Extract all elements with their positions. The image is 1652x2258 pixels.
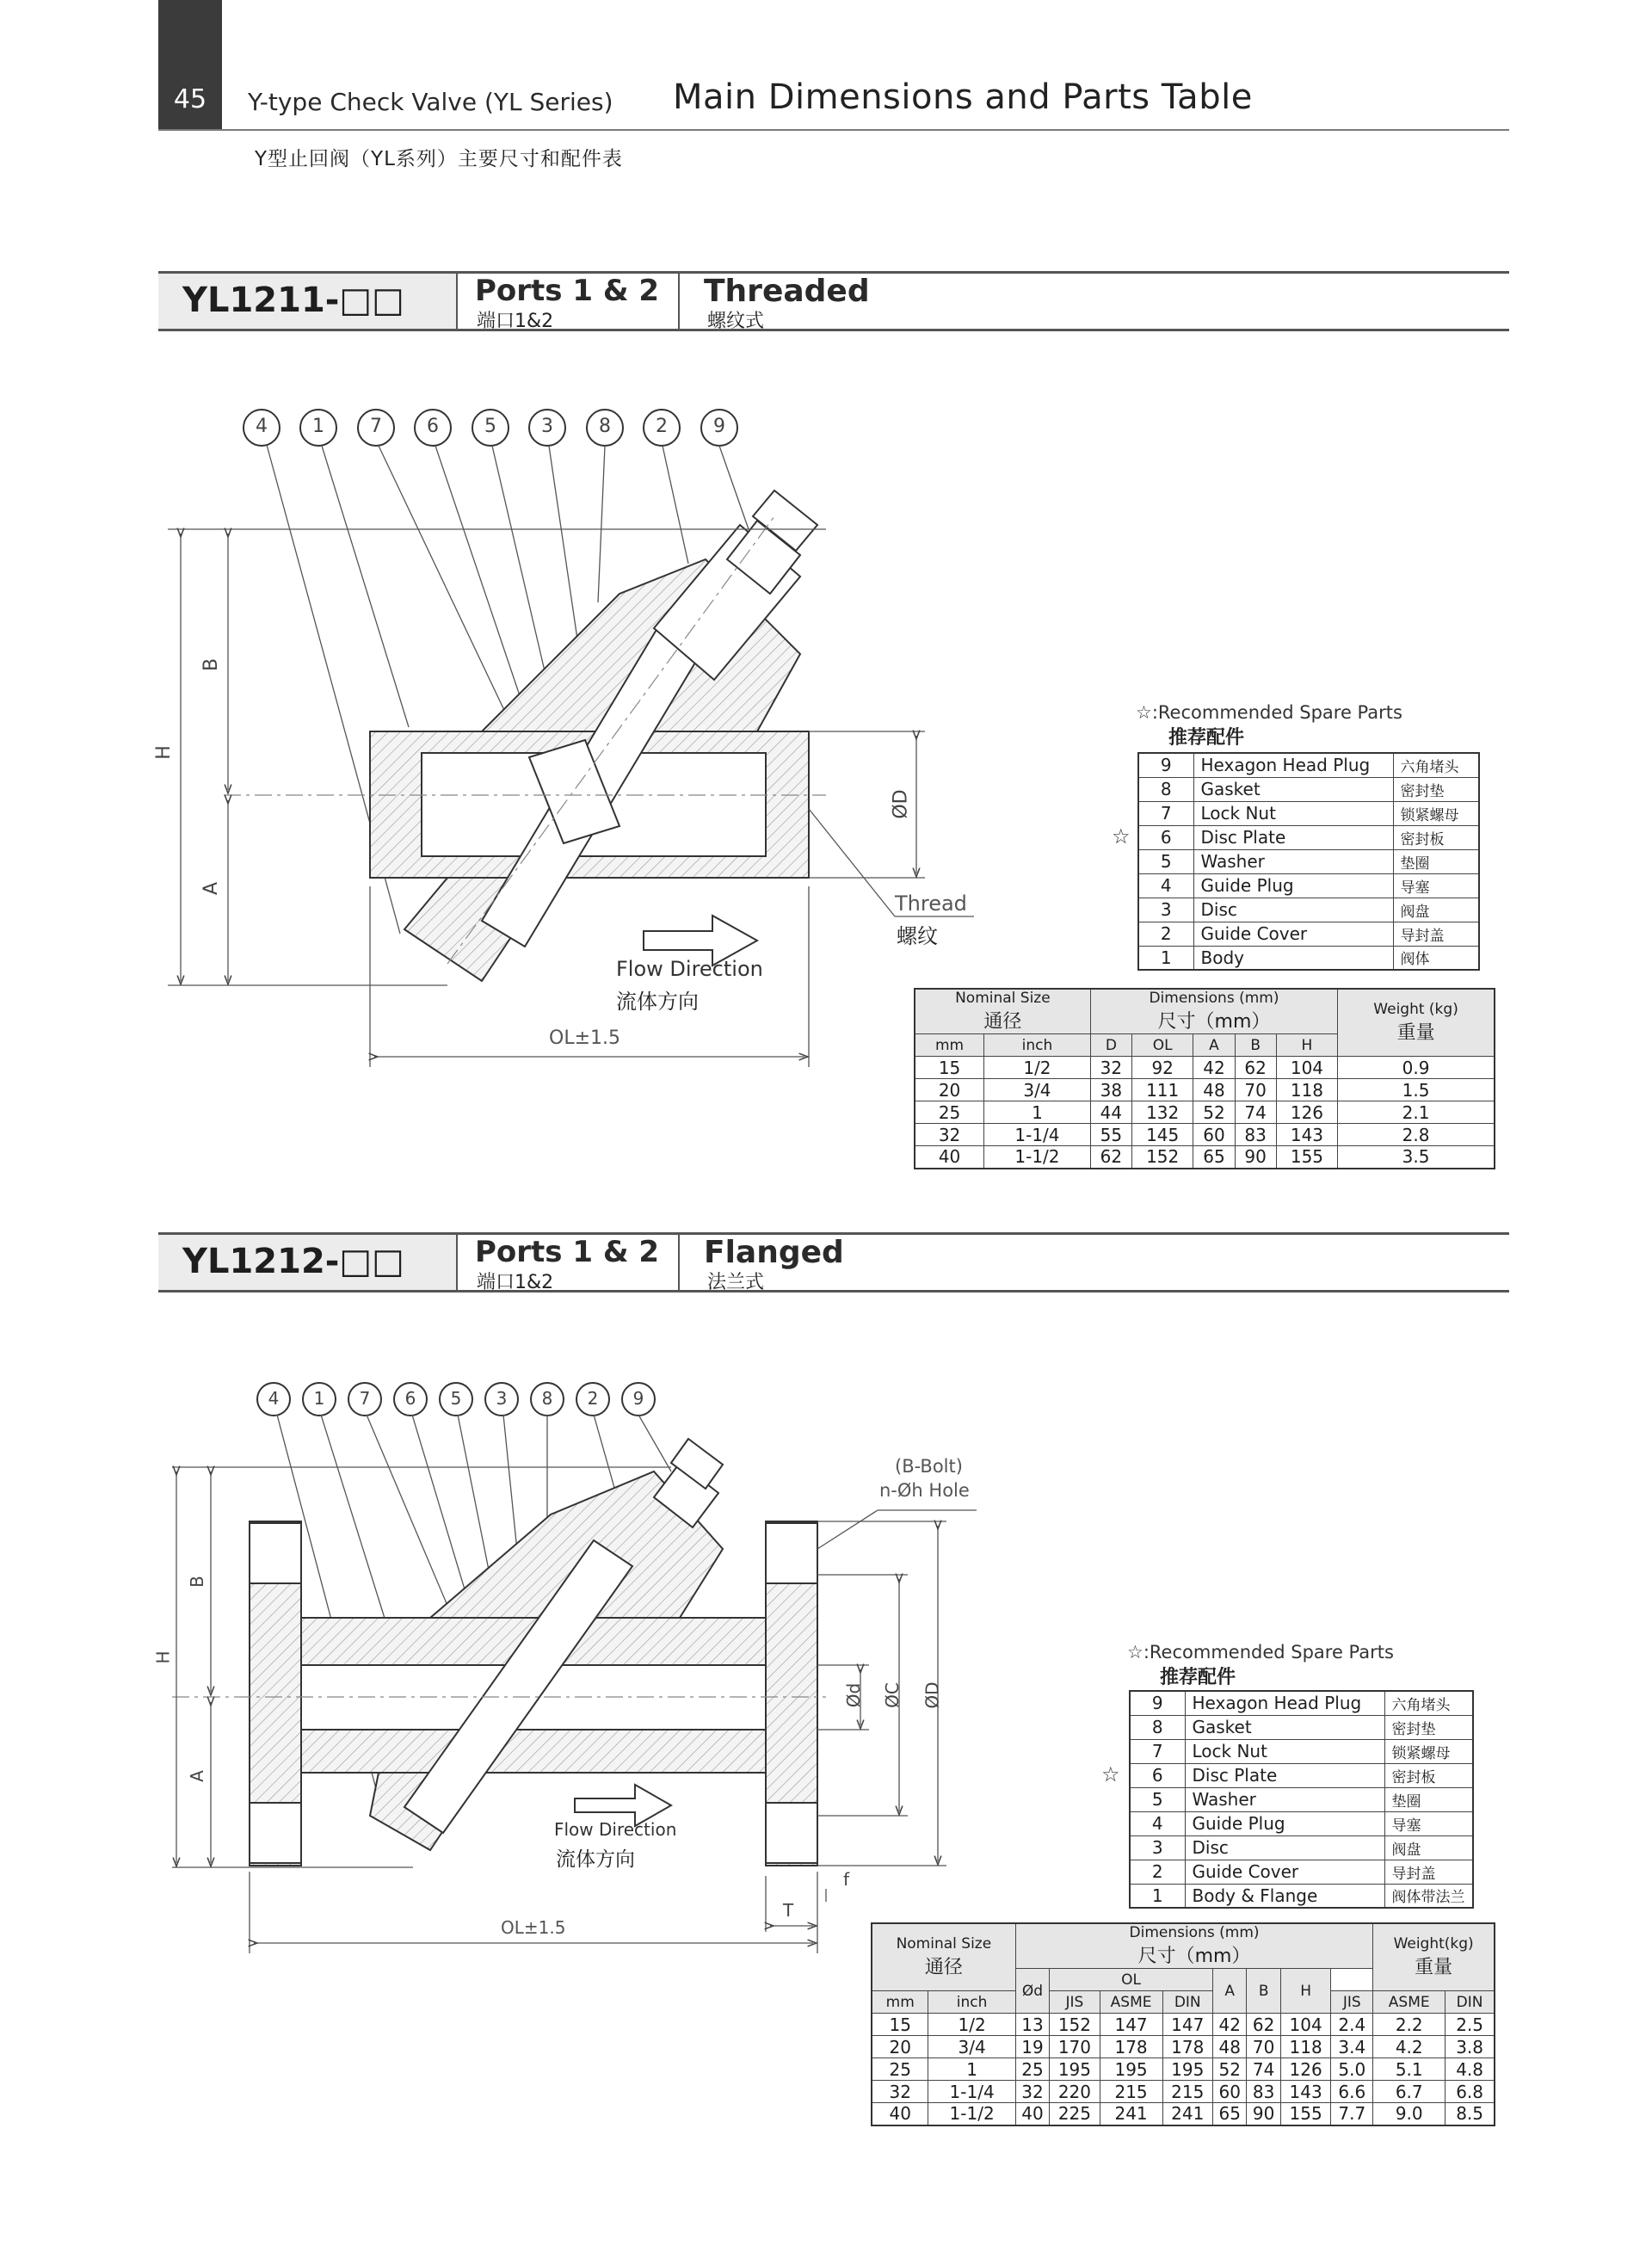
table-cell: 13 — [1015, 2014, 1049, 2036]
table-cell: 3.4 — [1331, 2036, 1373, 2058]
flow-direction-label-cn: 流体方向 — [616, 990, 699, 1014]
parts-row — [1138, 898, 1479, 922]
table-cell: 3.8 — [1446, 2036, 1495, 2058]
table-cell: 178 — [1100, 2036, 1162, 2058]
table-cell: 1 — [984, 1101, 1091, 1124]
flow-direction-label: Flow Direction — [554, 1819, 677, 1840]
ports-label-cn: 端口1&2 — [477, 1272, 554, 1293]
parts-row — [1130, 1835, 1473, 1860]
col-header: Ød — [1015, 1969, 1049, 2014]
table-cell: 126 — [1276, 1101, 1337, 1124]
ports-label: Ports 1 & 2 — [475, 274, 660, 308]
parts-row — [1130, 1691, 1473, 1715]
weight-label: Weight (kg) — [1373, 1001, 1458, 1018]
balloon-number: 3 — [541, 416, 553, 437]
bolt-label: (B-Bolt) — [895, 1456, 963, 1477]
nominal-size-header — [915, 989, 1090, 1034]
spare-parts-title: ☆:Recommended Spare Parts — [1136, 702, 1402, 723]
table-cell: 3/4 — [928, 2036, 1015, 2058]
table-cell: 25 — [1015, 2058, 1049, 2081]
table-cell: 1-1/4 — [984, 1124, 1091, 1146]
table-cell: 126 — [1280, 2058, 1330, 2081]
part-name-cn: 阀体 — [1393, 946, 1479, 970]
balloon-number: 7 — [359, 1388, 371, 1409]
part-number: 2 — [1130, 1860, 1185, 1884]
parts-row — [1130, 1739, 1473, 1763]
part-name-cn: 导封盖 — [1384, 1860, 1473, 1884]
nominal-size-header — [872, 1923, 1015, 1991]
dim-label-h: H — [152, 1650, 174, 1664]
page-number: 45 — [173, 84, 207, 114]
page-title: Main Dimensions and Parts Table — [673, 77, 1253, 117]
parts-row — [1138, 849, 1479, 873]
table-cell: 32 — [915, 1124, 984, 1146]
parts-row — [1138, 777, 1479, 801]
table-cell: 5.1 — [1373, 2058, 1446, 2081]
table-cell: 60 — [1212, 2081, 1246, 2103]
table-cell: 1 — [928, 2058, 1015, 2081]
parts-row — [1138, 753, 1479, 777]
table-cell: 5.0 — [1331, 2058, 1373, 2081]
table-cell: 155 — [1280, 2103, 1330, 2125]
table-row — [915, 1079, 1495, 1101]
parts-row — [1138, 825, 1479, 849]
dimensions-label: Dimensions (mm) — [1149, 990, 1279, 1007]
table-cell: 40 — [872, 2103, 928, 2125]
table-cell: 40 — [1015, 2103, 1049, 2125]
table-cell: 62 — [1090, 1146, 1131, 1169]
balloon-number: 8 — [599, 416, 611, 437]
dim-label-od-small: Ød — [843, 1682, 865, 1708]
part-name-cn: 垫圈 — [1393, 849, 1479, 873]
table-cell: 7.7 — [1331, 2103, 1373, 2125]
table-cell: 1-1/2 — [984, 1146, 1091, 1169]
part-name: Hexagon Head Plug — [1185, 1691, 1384, 1715]
part-number: 1 — [1130, 1884, 1185, 1908]
table-cell: 9.0 — [1373, 2103, 1446, 2125]
header-subtitle: Y-type Check Valve (YL Series) — [248, 88, 613, 116]
part-name: Disc — [1185, 1835, 1384, 1860]
table-cell: 74 — [1235, 1101, 1276, 1124]
table-row — [915, 1146, 1495, 1169]
table-cell: 65 — [1193, 1146, 1235, 1169]
table-row — [872, 2081, 1495, 2103]
table-cell: 38 — [1090, 1079, 1131, 1101]
table-cell: 1-1/2 — [928, 2103, 1015, 2125]
part-name-cn: 六角堵头 — [1393, 753, 1479, 777]
table-cell: 3.5 — [1338, 1146, 1495, 1169]
col-header: mm — [872, 1991, 928, 2014]
page-title-cn: Y型止回阀（YL系列）主要尺寸和配件表 — [255, 148, 623, 170]
weight-label: Weight(kg) — [1393, 1935, 1474, 1953]
table-cell: 60 — [1193, 1124, 1235, 1146]
part-name-cn: 锁紧螺母 — [1384, 1739, 1473, 1763]
part-name: Body & Flange — [1185, 1884, 1384, 1908]
table-cell: 118 — [1276, 1079, 1337, 1101]
dimensions-label-cn: 尺寸（mm） — [1157, 1011, 1271, 1033]
weight-header — [1338, 989, 1495, 1057]
table-cell: 118 — [1280, 2036, 1330, 2058]
threaded-valve-drawing — [168, 410, 974, 1067]
part-number: 6 — [1138, 825, 1193, 849]
part-number: 7 — [1130, 1739, 1185, 1763]
part-name: Body — [1193, 946, 1393, 970]
connection-type-cn: 法兰式 — [707, 1272, 765, 1293]
table-cell: 2.4 — [1331, 2014, 1373, 2036]
connection-type: Flanged — [704, 1235, 844, 1270]
table-cell: 92 — [1131, 1057, 1193, 1079]
table-cell: 70 — [1235, 1079, 1276, 1101]
parts-row — [1130, 1884, 1473, 1908]
table-cell: 104 — [1280, 2014, 1330, 2036]
table-cell: 32 — [1015, 2081, 1049, 2103]
parts-row — [1138, 873, 1479, 898]
connection-type-cn: 螺纹式 — [707, 311, 765, 332]
table-row — [915, 1101, 1495, 1124]
part-name: Gasket — [1193, 777, 1393, 801]
table-cell: 241 — [1100, 2103, 1162, 2125]
part-number: 5 — [1138, 849, 1193, 873]
nominal-size-label-cn: 通径 — [924, 1957, 963, 1978]
col-header: B — [1247, 1969, 1280, 2014]
parts-row — [1130, 1787, 1473, 1811]
dim-label-a: A — [186, 1770, 207, 1782]
table-cell: 52 — [1193, 1101, 1235, 1124]
table-cell: 6.8 — [1446, 2081, 1495, 2103]
parts-row — [1138, 922, 1479, 946]
table-cell: 170 — [1050, 2036, 1100, 2058]
table-cell: 44 — [1090, 1101, 1131, 1124]
dimensions-table — [871, 1922, 1495, 2126]
col-header: JIS — [1050, 1991, 1100, 2014]
balloon-number: 6 — [427, 416, 439, 437]
thread-label: Thread — [895, 891, 967, 916]
part-name-cn: 垫圈 — [1384, 1787, 1473, 1811]
table-cell: 147 — [1162, 2014, 1212, 2036]
table-row — [872, 2058, 1495, 2081]
dimensions-header — [1015, 1923, 1373, 1969]
col-header: A — [1193, 1034, 1235, 1057]
part-name: Guide Cover — [1193, 922, 1393, 946]
part-number: 9 — [1130, 1691, 1185, 1715]
table-cell: 25 — [915, 1101, 984, 1124]
nominal-size-label: Nominal Size — [955, 990, 1051, 1007]
part-name-cn: 密封板 — [1384, 1763, 1473, 1787]
table-cell: 2.5 — [1446, 2014, 1495, 2036]
part-name: Guide Plug — [1193, 873, 1393, 898]
balloon-number: 1 — [313, 1388, 325, 1409]
table-cell: 2.8 — [1338, 1124, 1495, 1146]
part-name: Hexagon Head Plug — [1193, 753, 1393, 777]
table-cell: 132 — [1131, 1101, 1193, 1124]
dim-label-ol: OL±1.5 — [549, 1027, 620, 1049]
recommended-star-icon: ☆ — [1112, 824, 1131, 848]
weight-label-cn: 重量 — [1396, 1022, 1435, 1044]
table-cell: 8.5 — [1446, 2103, 1495, 2125]
model-code: YL1212-□□ — [182, 1242, 404, 1281]
table-cell: 143 — [1276, 1124, 1337, 1146]
balloon-number: 9 — [713, 416, 725, 437]
table-cell: 2.1 — [1338, 1101, 1495, 1124]
table-cell: 62 — [1235, 1057, 1276, 1079]
part-number: 4 — [1130, 1811, 1185, 1835]
col-header: inch — [984, 1034, 1091, 1057]
part-name: Lock Nut — [1185, 1739, 1384, 1763]
hole-label: n-Øh Hole — [879, 1480, 970, 1501]
col-header: H — [1276, 1034, 1337, 1057]
dim-label-f: f — [843, 1869, 850, 1890]
col-header: A — [1212, 1969, 1246, 2014]
ports-label-cn: 端口1&2 — [477, 311, 554, 332]
table-cell: 104 — [1276, 1057, 1337, 1079]
table-cell: 147 — [1100, 2014, 1162, 2036]
flange-bolt-hole — [250, 1803, 301, 1863]
part-name-cn: 导塞 — [1393, 873, 1479, 898]
dim-label-b: B — [186, 1576, 207, 1588]
balloon-number: 8 — [541, 1388, 553, 1409]
thread-label-cn: 螺纹 — [897, 924, 938, 948]
part-number: 4 — [1138, 873, 1193, 898]
table-cell: 0.9 — [1338, 1057, 1495, 1079]
dim-label-ol: OL±1.5 — [501, 1917, 566, 1938]
part-number: 2 — [1138, 922, 1193, 946]
model-code: YL1211-□□ — [182, 281, 404, 320]
table-cell: 111 — [1131, 1079, 1193, 1101]
table-cell: 83 — [1247, 2081, 1280, 2103]
table-cell: 215 — [1162, 2081, 1212, 2103]
table-row — [872, 2014, 1495, 2036]
table-cell: 178 — [1162, 2036, 1212, 2058]
col-header: OL — [1131, 1034, 1193, 1057]
part-name-cn: 密封垫 — [1384, 1715, 1473, 1739]
col-header: H — [1280, 1969, 1330, 2014]
balloon-number: 1 — [312, 416, 324, 437]
part-name: Disc Plate — [1185, 1763, 1384, 1787]
flow-direction-label: Flow Direction — [616, 957, 763, 981]
table-cell: 15 — [915, 1057, 984, 1079]
table-cell: 241 — [1162, 2103, 1212, 2125]
part-number: 5 — [1130, 1787, 1185, 1811]
col-header: inch — [928, 1991, 1015, 2014]
col-header: mm — [915, 1034, 984, 1057]
part-name: Washer — [1193, 849, 1393, 873]
table-cell: 48 — [1193, 1079, 1235, 1101]
table-cell: 70 — [1247, 2036, 1280, 2058]
table-cell: 40 — [915, 1146, 984, 1169]
balloon-number: 4 — [268, 1388, 280, 1409]
part-name: Guide Plug — [1185, 1811, 1384, 1835]
table-cell: 195 — [1050, 2058, 1100, 2081]
part-name-cn: 阀盘 — [1393, 898, 1479, 922]
connection-type: Threaded — [704, 274, 870, 309]
table-cell: 32 — [872, 2081, 928, 2103]
table-cell: 1.5 — [1338, 1079, 1495, 1101]
dim-label-a: A — [200, 881, 223, 896]
balloon-number: 2 — [587, 1388, 599, 1409]
col-header: DIN — [1446, 1991, 1495, 2014]
table-cell: 48 — [1212, 2036, 1246, 2058]
table-cell: 42 — [1212, 2014, 1246, 2036]
part-name-cn: 密封板 — [1393, 825, 1479, 849]
part-name-cn: 锁紧螺母 — [1393, 801, 1479, 825]
table-cell: 3/4 — [984, 1079, 1091, 1101]
flange-bolt-hole — [766, 1803, 817, 1863]
part-name-cn: 导封盖 — [1393, 922, 1479, 946]
table-row — [915, 1057, 1495, 1079]
table-cell: 220 — [1050, 2081, 1100, 2103]
col-header: JIS — [1331, 1991, 1373, 2014]
table-cell: 4.8 — [1446, 2058, 1495, 2081]
balloon-number: 5 — [450, 1388, 462, 1409]
table-cell: 19 — [1015, 2036, 1049, 2058]
part-name-cn: 导塞 — [1384, 1811, 1473, 1835]
dimensions-header — [1090, 989, 1337, 1034]
part-name-cn: 阀盘 — [1384, 1835, 1473, 1860]
dim-label-h: H — [152, 745, 175, 760]
part-name: Guide Cover — [1185, 1860, 1384, 1884]
table-cell: 90 — [1247, 2103, 1280, 2125]
dim-label-b: B — [200, 657, 223, 672]
table-cell: 1-1/4 — [928, 2081, 1015, 2103]
table-cell: 6.6 — [1331, 2081, 1373, 2103]
table-cell: 1/2 — [984, 1057, 1091, 1079]
part-name: Washer — [1185, 1787, 1384, 1811]
part-number: 8 — [1130, 1715, 1185, 1739]
weight-header — [1373, 1923, 1495, 1991]
table-row — [915, 1124, 1495, 1146]
flange-bolt-hole — [250, 1523, 301, 1583]
parts-row — [1130, 1715, 1473, 1739]
table-cell: 195 — [1162, 2058, 1212, 2081]
table-cell: 6.7 — [1373, 2081, 1446, 2103]
part-name: Gasket — [1185, 1715, 1384, 1739]
nominal-size-label: Nominal Size — [896, 1935, 992, 1953]
dim-label-od: ØD — [890, 789, 912, 819]
recommended-star-icon: ☆ — [1101, 1762, 1120, 1786]
flange-bolt-hole — [766, 1523, 817, 1583]
spare-parts-title: ☆:Recommended Spare Parts — [1127, 1642, 1394, 1663]
col-header: ASME — [1373, 1991, 1446, 2014]
part-number: 6 — [1130, 1763, 1185, 1787]
part-number: 3 — [1138, 898, 1193, 922]
part-name-cn: 六角堵头 — [1384, 1691, 1473, 1715]
part-number: 8 — [1138, 777, 1193, 801]
table-cell: 25 — [872, 2058, 928, 2081]
table-row — [872, 2103, 1495, 2125]
table-cell: 20 — [915, 1079, 984, 1101]
table-cell: 143 — [1280, 2081, 1330, 2103]
table-cell: 152 — [1050, 2014, 1100, 2036]
table-cell: 4.2 — [1373, 2036, 1446, 2058]
balloon-number: 5 — [484, 416, 496, 437]
table-cell: 225 — [1050, 2103, 1100, 2125]
table-cell: 52 — [1212, 2058, 1246, 2081]
part-name: Lock Nut — [1193, 801, 1393, 825]
balloon-number: 6 — [404, 1388, 416, 1409]
dim-label-t: T — [783, 1900, 794, 1921]
table-cell: 215 — [1100, 2081, 1162, 2103]
ports-label: Ports 1 & 2 — [475, 1235, 660, 1269]
flow-direction-label-cn: 流体方向 — [556, 1848, 635, 1871]
col-header: D — [1090, 1034, 1131, 1057]
table-cell: 65 — [1212, 2103, 1246, 2125]
balloon-number: 9 — [632, 1388, 644, 1409]
dimensions-label-cn: 尺寸（mm） — [1137, 1946, 1251, 1967]
nominal-size-label-cn: 通径 — [983, 1011, 1022, 1033]
table-cell: 145 — [1131, 1124, 1193, 1146]
weight-label-cn: 重量 — [1415, 1957, 1453, 1978]
spare-parts-title-cn: 推荐配件 — [1160, 1667, 1236, 1688]
dim-label-oc: ØC — [881, 1682, 903, 1708]
dim-label-od: ØD — [922, 1681, 943, 1709]
part-name: Disc — [1193, 898, 1393, 922]
spare-parts-title-cn: 推荐配件 — [1168, 727, 1245, 749]
col-header: B — [1235, 1034, 1276, 1057]
table-cell: 1/2 — [928, 2014, 1015, 2036]
part-name-cn: 阀体带法兰 — [1384, 1884, 1473, 1908]
parts-row — [1130, 1811, 1473, 1835]
part-name-cn: 密封垫 — [1393, 777, 1479, 801]
balloon-number: 7 — [370, 416, 382, 437]
table-row — [872, 2036, 1495, 2058]
balloon-number: 4 — [256, 416, 268, 437]
table-cell: 42 — [1193, 1057, 1235, 1079]
parts-row — [1138, 801, 1479, 825]
table-cell: 62 — [1247, 2014, 1280, 2036]
col-header: DIN — [1162, 1991, 1212, 2014]
parts-row — [1138, 946, 1479, 970]
dimensions-table — [914, 988, 1495, 1169]
part-number: 1 — [1138, 946, 1193, 970]
table-cell: 74 — [1247, 2058, 1280, 2081]
parts-row — [1130, 1860, 1473, 1884]
balloon-number: 3 — [496, 1388, 508, 1409]
part-name: Disc Plate — [1193, 825, 1393, 849]
table-cell: 155 — [1276, 1146, 1337, 1169]
table-cell: 83 — [1235, 1124, 1276, 1146]
table-cell: 32 — [1090, 1057, 1131, 1079]
table-cell: 195 — [1100, 2058, 1162, 2081]
dimensions-label: Dimensions (mm) — [1129, 1924, 1260, 1941]
parts-row — [1130, 1763, 1473, 1787]
table-cell: 15 — [872, 2014, 928, 2036]
col-header: OL — [1050, 1969, 1213, 1991]
part-number: 7 — [1138, 801, 1193, 825]
spare-parts-table — [1137, 752, 1480, 971]
spare-parts-table — [1129, 1690, 1474, 1909]
table-cell: 2.2 — [1373, 2014, 1446, 2036]
col-header: ASME — [1100, 1991, 1162, 2014]
table-cell: 90 — [1235, 1146, 1276, 1169]
balloon-number: 2 — [656, 416, 668, 437]
table-cell: 152 — [1131, 1146, 1193, 1169]
part-number: 9 — [1138, 753, 1193, 777]
part-number: 3 — [1130, 1835, 1185, 1860]
table-cell: 55 — [1090, 1124, 1131, 1146]
table-cell: 20 — [872, 2036, 928, 2058]
